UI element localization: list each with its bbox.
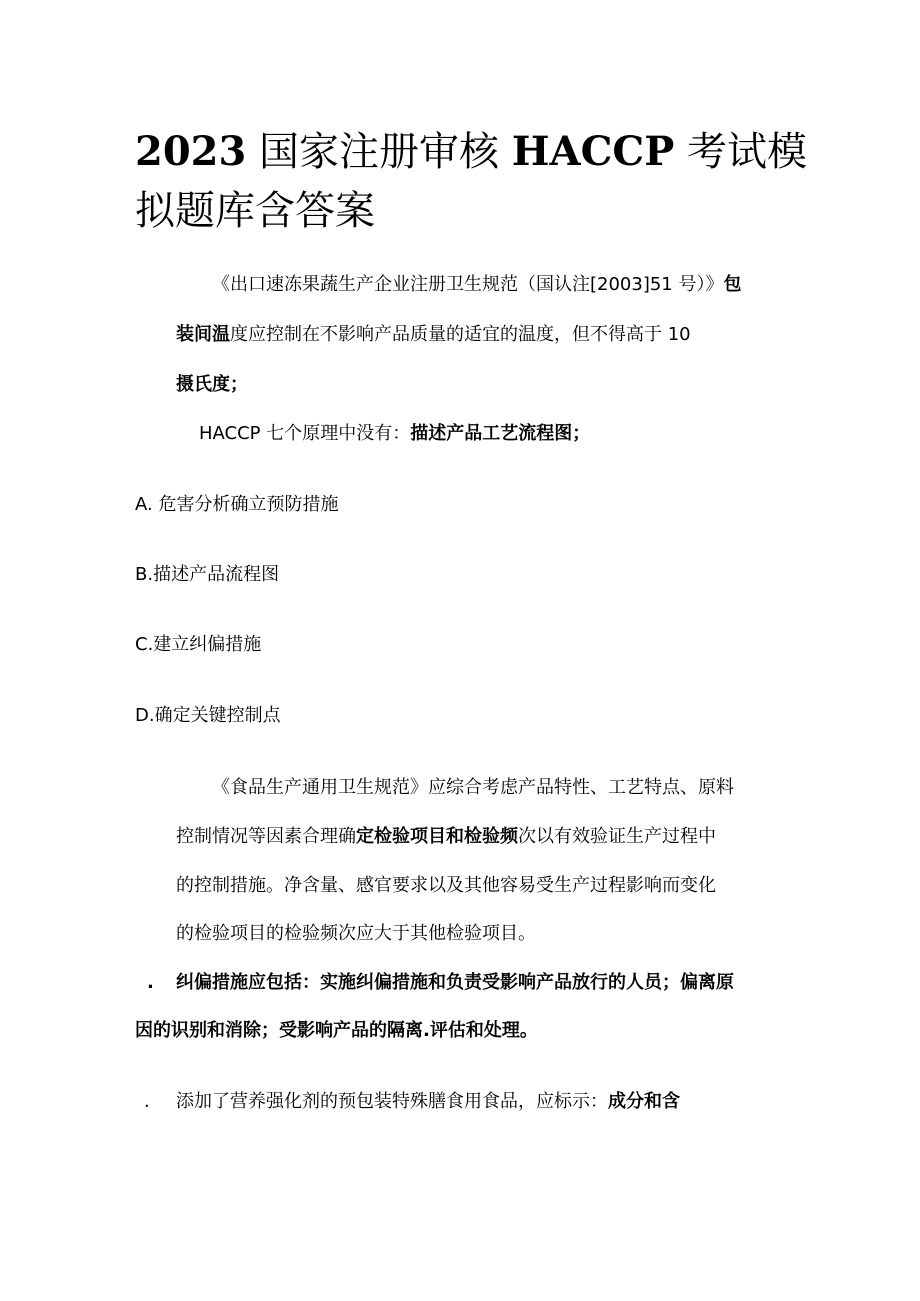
q5-text: 添加了营养强化剂的预包装特殊膳食用食品，应标示： xyxy=(176,1091,608,1112)
q5-line1 xyxy=(176,1090,680,1114)
q3-line2-text-a: 控制情况等因素合理确 xyxy=(176,826,356,847)
q2-answer: 描述产品工艺流程图； xyxy=(410,423,591,444)
q3-line2 xyxy=(176,825,716,849)
q3-line4: 的检验项目的检验频次应大于其他检验项目。 xyxy=(176,923,536,944)
q2-option-d: D.确定关键控制点 xyxy=(135,705,281,726)
q1-line1 xyxy=(212,273,741,297)
q1-line1-bold: 包 xyxy=(723,274,742,295)
title-line2: 拟题库含答案 xyxy=(135,188,375,234)
q5-bullet: . xyxy=(144,1091,150,1112)
q2-option-b: B.描述产品流程图 xyxy=(135,564,280,585)
q4-bullet: . xyxy=(147,972,154,993)
q2-question xyxy=(199,422,590,446)
q3-line3: 的控制措施。净含量、感官要求以及其他容易受生产过程影响而变化 xyxy=(176,875,716,896)
q1-line3: 摄氏度； xyxy=(176,374,248,395)
q2-option-a: A. 危害分析确立预防措施 xyxy=(135,494,339,515)
q3-line2-text-c: 次以有效验证生产过程中 xyxy=(518,826,716,847)
q1-line2-bold: 装间温 xyxy=(176,324,230,345)
document-title xyxy=(135,122,815,241)
q2-option-c: C.建立纠偏措施 xyxy=(135,634,262,655)
q1-line2-text: 度应控制在不影响产品质量的适宜的温度，但不得高于 10 xyxy=(230,324,691,345)
q5-bold: 成分和含 xyxy=(608,1091,680,1112)
q2-prefix: HACCP 七个原理中没有： xyxy=(199,423,411,444)
q1-line2 xyxy=(176,323,691,347)
title-part1: 国家注册审核 xyxy=(246,129,512,175)
q3-line2-bold: 定检验项目和检验频 xyxy=(356,826,518,847)
title-year: 2023 xyxy=(135,128,247,175)
q4-line1: 纠偏措施应包括：实施纠偏措施和负责受影响产品放行的人员；偏离原 xyxy=(176,972,734,993)
title-haccp: HACCP xyxy=(511,128,675,175)
title-part2: 考试模 xyxy=(674,129,808,175)
q3-line1: 《食品生产通用卫生规范》应综合考虑产品特性、工艺特点、原料 xyxy=(212,777,734,798)
q4-line2: 因的识别和消除；受影响产品的隔离.评估和处理。 xyxy=(135,1020,538,1041)
q1-line1-text: 《出口速冻果蔬生产企业注册卫生规范（国认注[2003]51 号）》 xyxy=(212,274,724,295)
